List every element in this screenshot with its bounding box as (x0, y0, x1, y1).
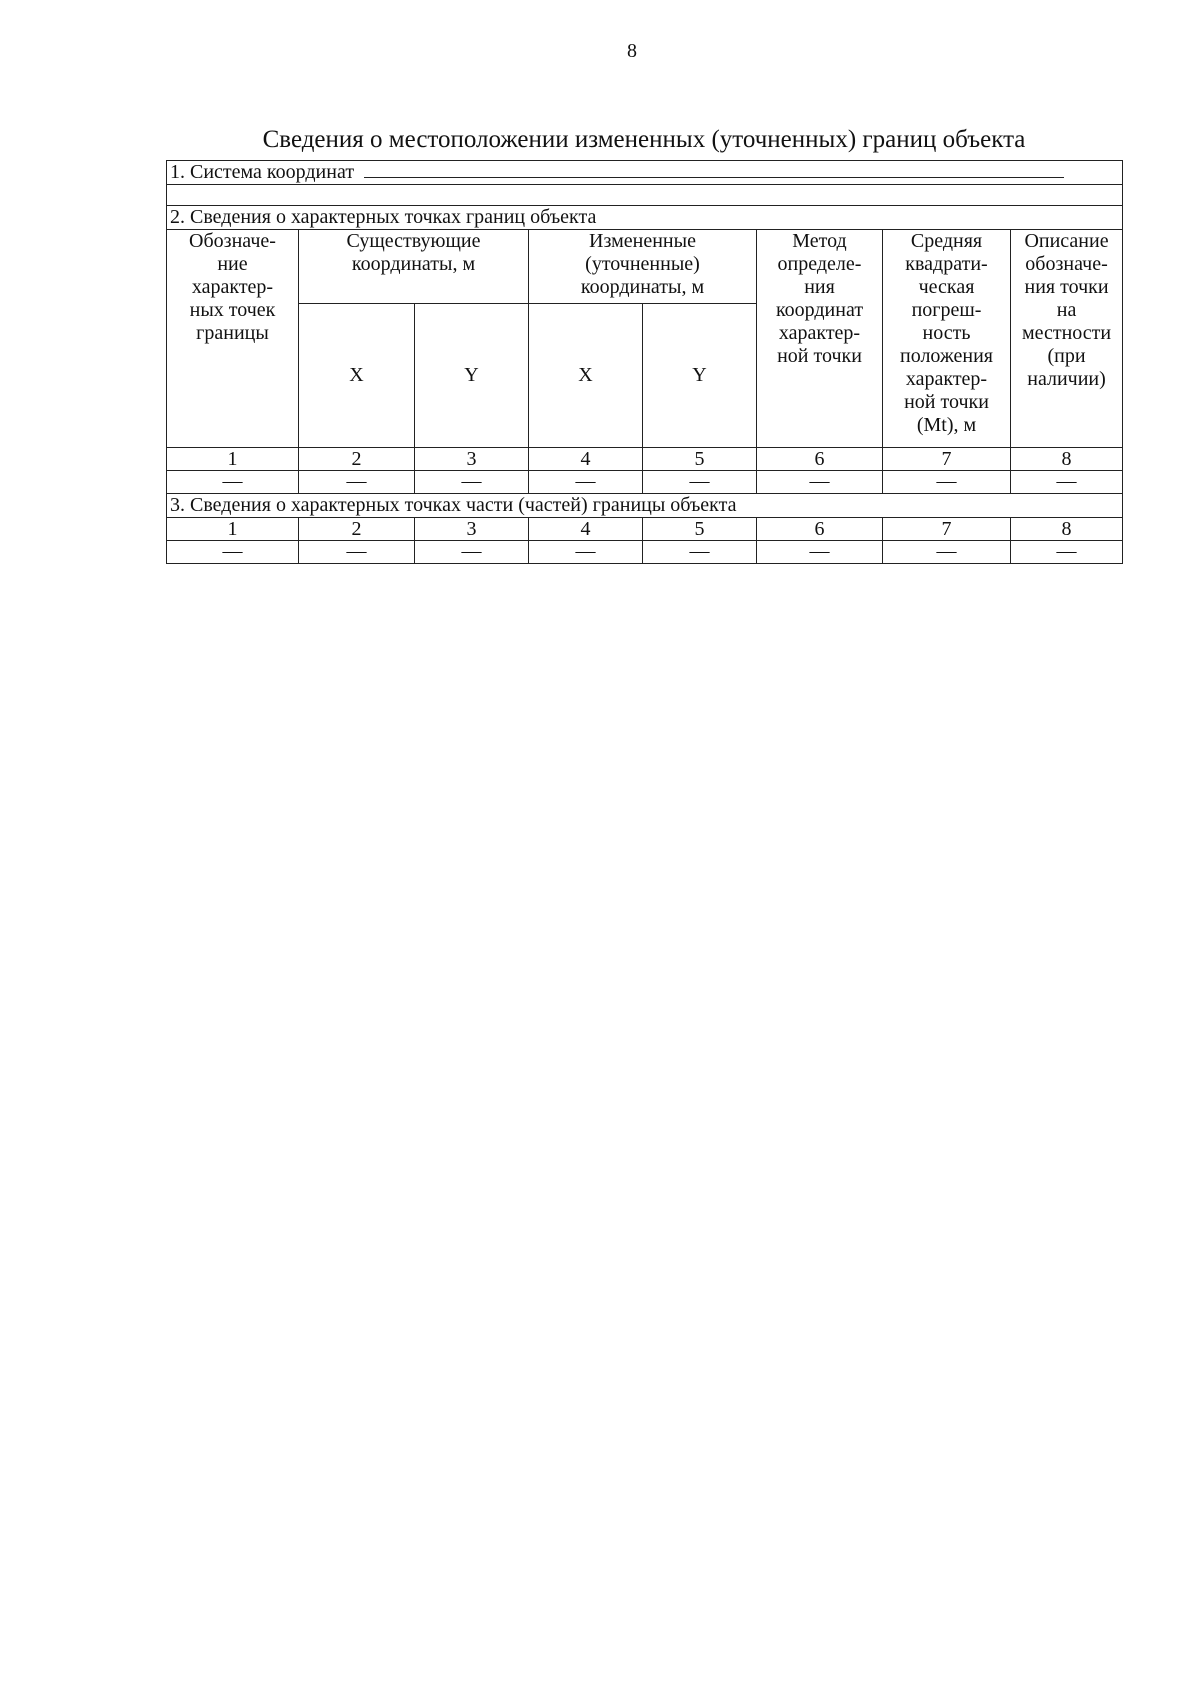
header-method: Метод определе- ния координат характер- ной точки (757, 230, 883, 448)
column-number: 7 (883, 448, 1011, 471)
blank-row (167, 185, 1123, 206)
boundary-table (166, 160, 1123, 564)
header-changed-coords: Измененные (уточненные) координаты, м (529, 230, 757, 304)
column-number: 5 (643, 448, 757, 471)
coordinate-system-line (364, 163, 1064, 178)
table-cell: — (415, 541, 529, 564)
table-row (167, 541, 1123, 564)
column-number: 6 (757, 448, 883, 471)
header-changed-y: Y (643, 304, 757, 448)
header-existing-coords: Существующие координаты, м (299, 230, 529, 304)
section1-coordinate-system (167, 161, 1123, 185)
header-existing-x: X (299, 304, 415, 448)
column-number: 6 (757, 518, 883, 541)
table-cell: — (757, 471, 883, 494)
header-designation: Обозначе- ние характер- ных точек границы (167, 230, 299, 448)
page-number: 8 (627, 40, 637, 62)
table-cell: — (643, 541, 757, 564)
table-cell: — (167, 541, 299, 564)
column-number: 7 (883, 518, 1011, 541)
column-number: 1 (167, 518, 299, 541)
header-description: Описание обозначе- ния точки на местности (при наличии) (1011, 230, 1123, 448)
column-number: 4 (529, 518, 643, 541)
header-changed-x: X (529, 304, 643, 448)
table-cell: — (883, 471, 1011, 494)
table-cell: — (529, 471, 643, 494)
table-cell: — (299, 471, 415, 494)
table-cell: — (883, 541, 1011, 564)
column-number: 1 (167, 448, 299, 471)
column-number: 8 (1011, 518, 1123, 541)
header-error: Средняя квадрати- ческая погреш- ность положения характер- ной точки (Mt), м (883, 230, 1011, 448)
column-number: 2 (299, 518, 415, 541)
table-cell: — (415, 471, 529, 494)
column-number: 3 (415, 448, 529, 471)
table-cell: — (167, 471, 299, 494)
column-number: 2 (299, 448, 415, 471)
table-cell: — (299, 541, 415, 564)
table-row (167, 471, 1123, 494)
table-cell: — (1011, 471, 1123, 494)
column-number: 8 (1011, 448, 1123, 471)
column-number: 3 (415, 518, 529, 541)
column-number: 4 (529, 448, 643, 471)
table-cell: — (529, 541, 643, 564)
document-title: Сведения о местоположении измененных (уточненных) границ объекта (262, 126, 1026, 153)
column-number: 5 (643, 518, 757, 541)
section3-label: 3. Сведения о характерных точках части (частей) границы объекта (167, 494, 1123, 518)
header-existing-y: Y (415, 304, 529, 448)
table-cell: — (643, 471, 757, 494)
section2-label: 2. Сведения о характерных точках границ объекта (167, 206, 1123, 230)
section1-label: 1. Система координат (170, 161, 355, 183)
table-cell: — (1011, 541, 1123, 564)
table-cell: — (757, 541, 883, 564)
